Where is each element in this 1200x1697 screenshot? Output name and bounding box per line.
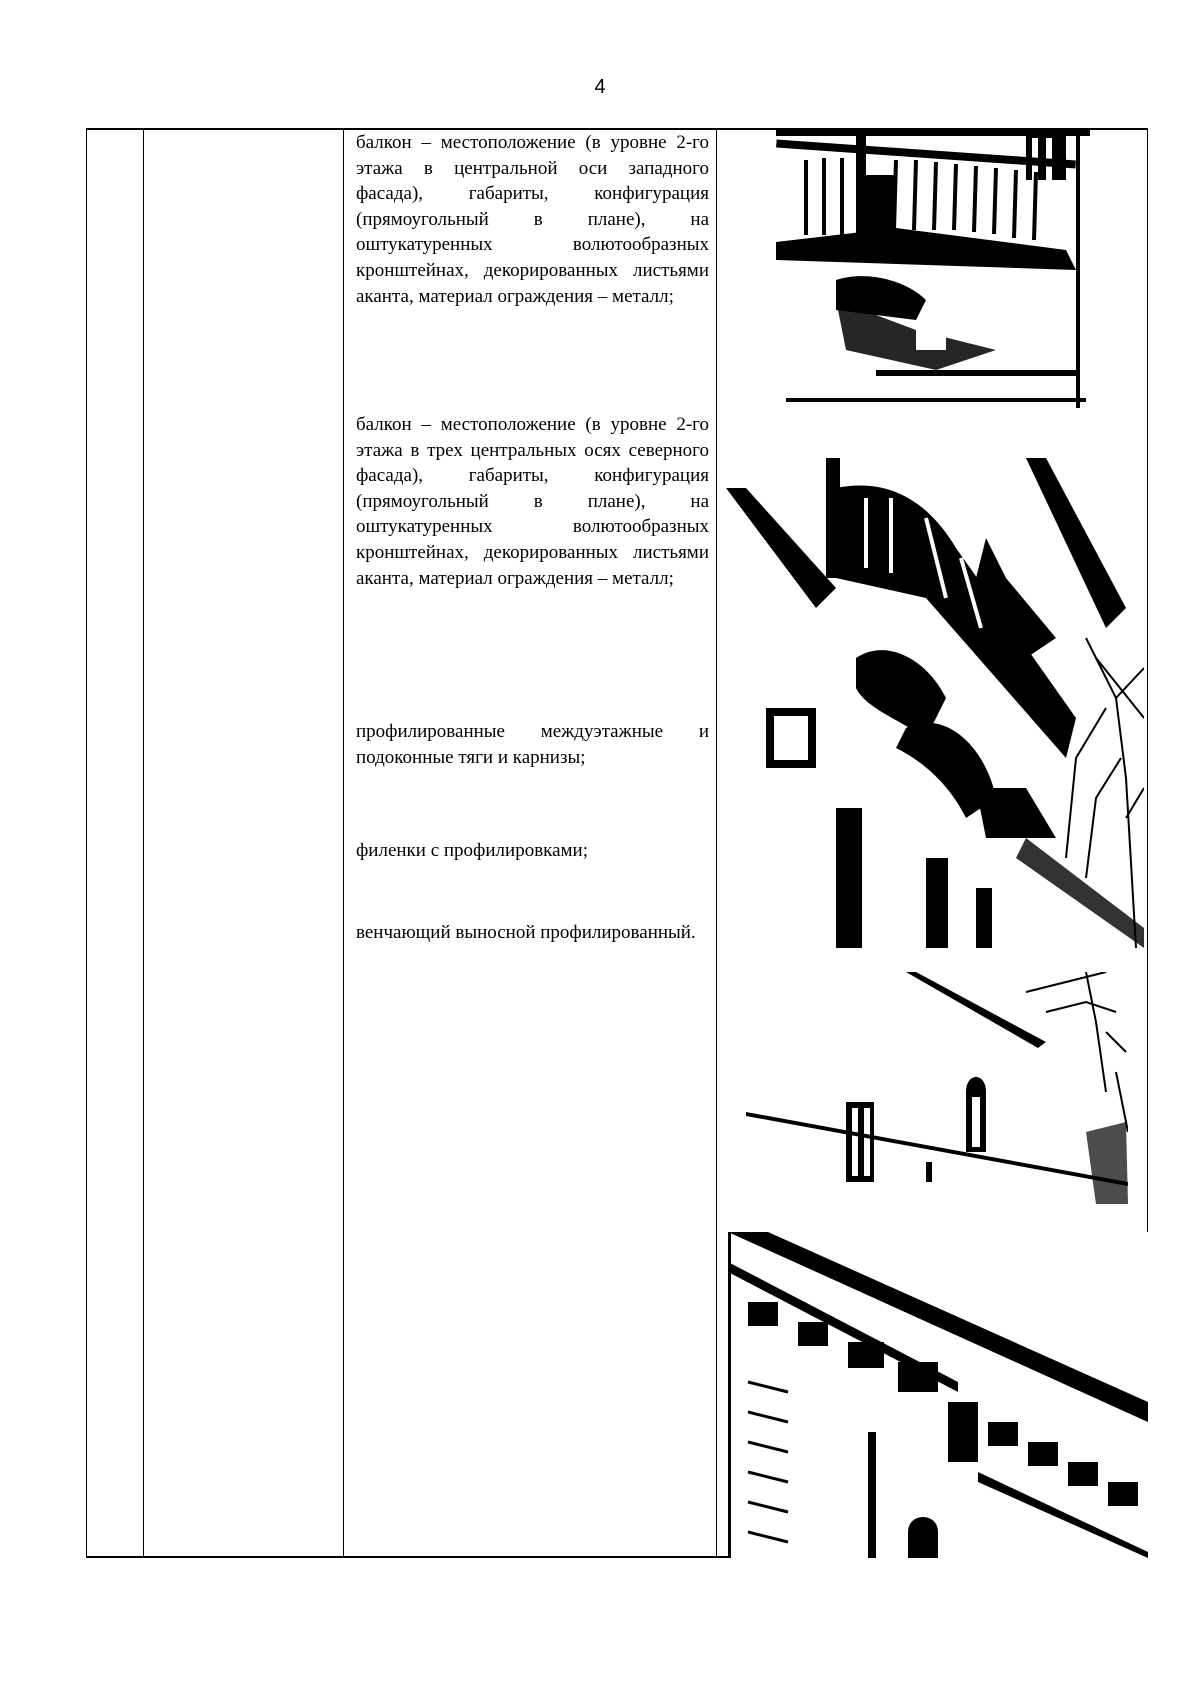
panels-paragraph: филенки с профилировками; xyxy=(356,840,589,861)
west-balcony-paragraph: балкон – местоположение (в уровне 2-го этажа в центральной оси западного фасада), габариты, конфигурация (прямоугольный в плане), на оштукатуренных волютообразных кронштейнах, декорированных листьями аканта, материал ограждения – металл; xyxy=(356,132,709,307)
table-col-divider-1 xyxy=(143,128,144,1558)
table-col-divider-3 xyxy=(716,128,717,1558)
north-balcony-paragraph: балкон – местоположение (в уровне 2-го этажа в трех центральных осях северного фасада), габариты, конфигурация (прямоугольный в плане), на оштукатуренных волютообразных кронштейнах, декорированных листьями аканта, материал ограждения – металл; xyxy=(356,414,709,589)
cornices-paragraph: профилированные междуэтажные и подоконные тяги и карнизы; xyxy=(356,721,709,768)
photo-ornate-cornice xyxy=(728,1232,1148,1558)
table-col-divider-2 xyxy=(343,128,344,1558)
table-border-left xyxy=(86,128,87,1558)
page-number: 4 xyxy=(594,76,606,98)
photo-west-balcony xyxy=(776,130,1090,408)
photo-north-balcony xyxy=(726,458,1144,948)
crowning-cornice-paragraph: венчающий выносной профилированный. xyxy=(356,922,696,943)
photo-cornice-facade xyxy=(746,972,1128,1204)
